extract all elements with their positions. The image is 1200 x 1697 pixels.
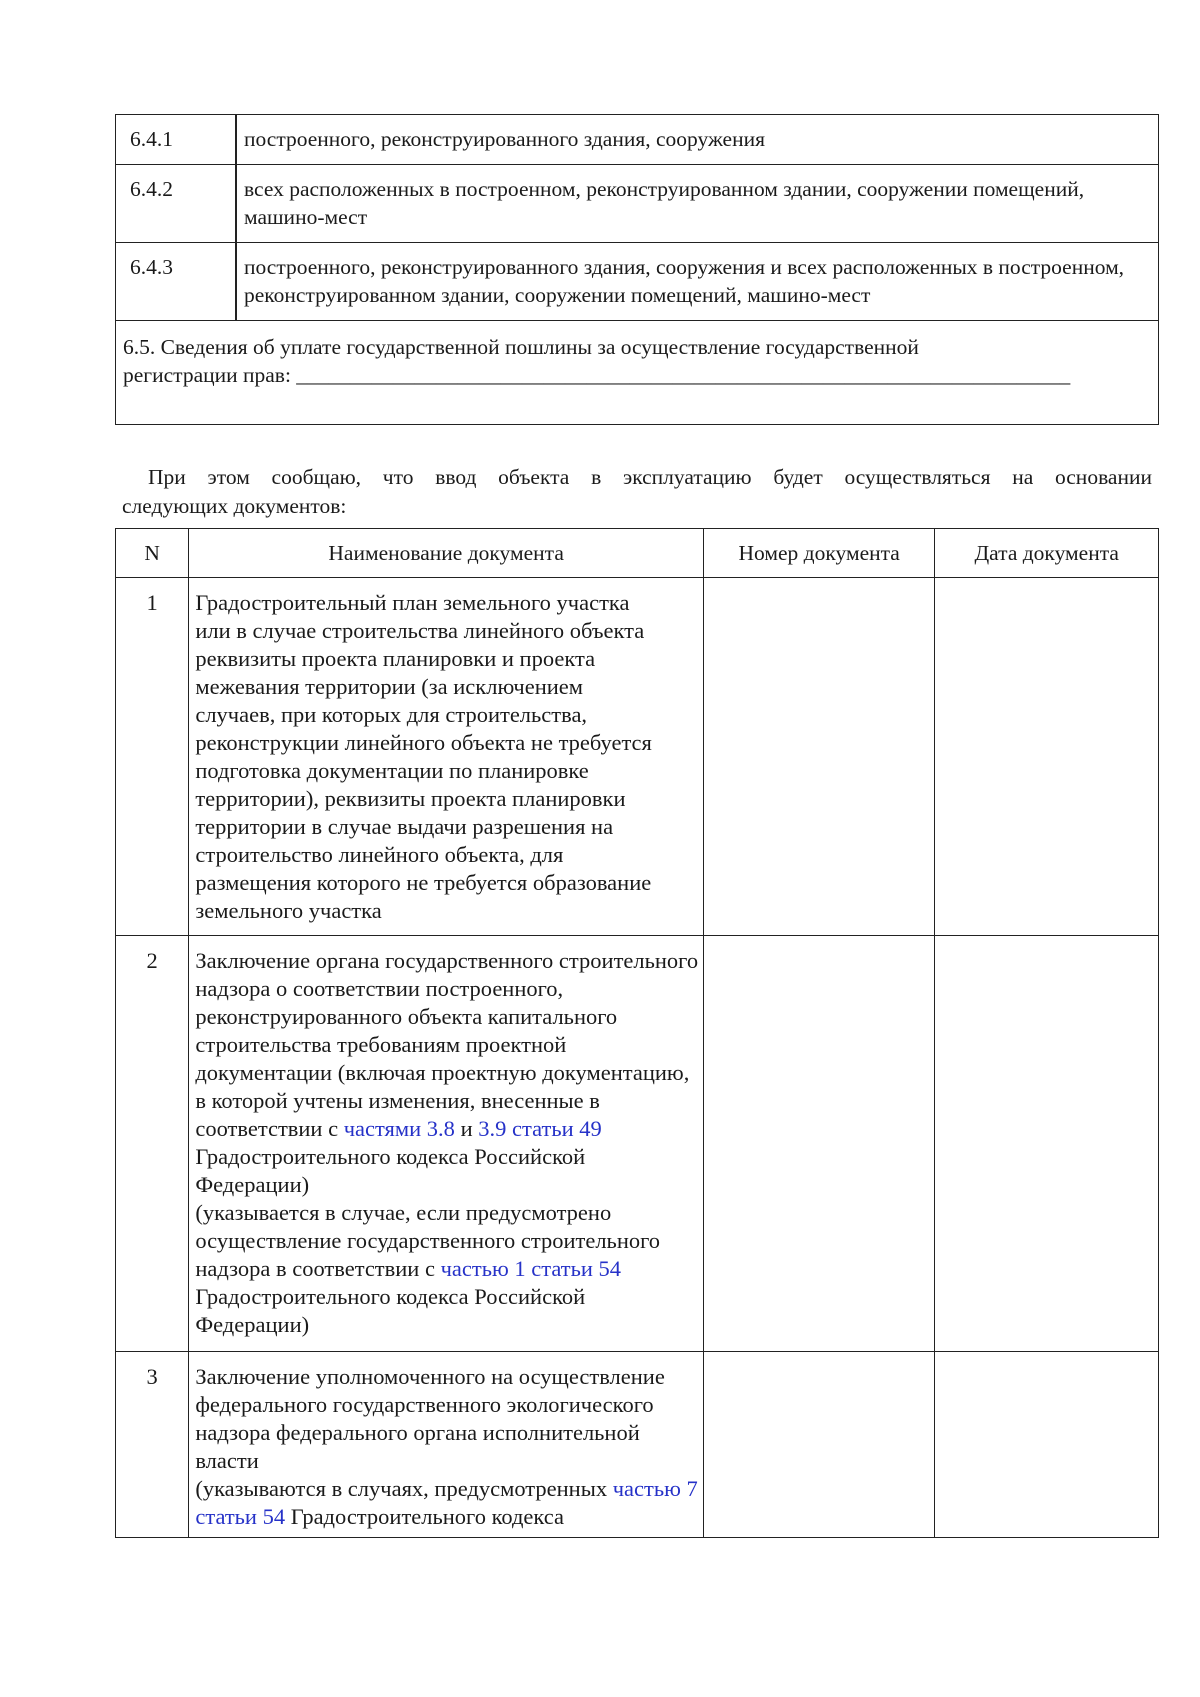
header-date: Дата документа xyxy=(935,529,1159,578)
text-segment: (указываются в случаях, предусмотренных xyxy=(195,1476,613,1501)
text-line: реконструкции линейного объекта не требуется xyxy=(195,730,652,755)
item-text: построенного, реконструированного здания, сооружения и всех расположенных в построенном, реконструированном здании, сооружении помещений, машино-мест xyxy=(237,243,1159,321)
sub-items-table xyxy=(115,114,1159,425)
intro-line-2: следующих документов: xyxy=(122,494,347,518)
table-row xyxy=(116,578,1159,936)
text-block xyxy=(195,1199,699,1339)
text-block xyxy=(195,1475,699,1531)
text-line: территории), реквизиты проекта планировки xyxy=(195,786,626,811)
text-line: или в случае строительства линейного объекта xyxy=(195,618,645,643)
document-name xyxy=(189,936,704,1352)
item-number: 6.4.1 xyxy=(116,115,236,165)
row-number: 2 xyxy=(116,936,189,1352)
table-row xyxy=(116,165,1159,243)
law-link[interactable]: частью 1 статьи 54 xyxy=(440,1256,622,1281)
text-segment: Градостроительного кодекса Российской Федерации) xyxy=(195,1284,586,1337)
document-date-cell[interactable] xyxy=(935,578,1159,936)
text-line: земельного участка xyxy=(195,898,382,923)
law-link[interactable]: 3.9 статьи 49 xyxy=(478,1116,602,1141)
item-number: 6.4.2 xyxy=(116,165,236,243)
table-row xyxy=(116,1352,1159,1538)
intro-paragraph xyxy=(122,463,1152,521)
text-segment: Градостроительного кодекса Российской Федерации) xyxy=(195,1144,586,1197)
text-segment: и xyxy=(454,1116,479,1141)
text-line: размещения которого не требуется образование xyxy=(195,870,652,895)
table-row xyxy=(116,115,1159,165)
document-name xyxy=(189,1352,704,1538)
item-text: всех расположенных в построенном, реконструированном здании, сооружении помещений, машино-мест xyxy=(237,165,1159,243)
table-row xyxy=(116,936,1159,1352)
document-date-cell[interactable] xyxy=(935,936,1159,1352)
text-line: строительство линейного объекта, для xyxy=(195,842,564,867)
document-number-cell[interactable] xyxy=(703,578,934,936)
text-segment: Заключение органа государственного строительного надзора о соответствии построенного, реконструированного объекта капитального строительства требованиям проектной документации (включая проектную документацию, в которой учтены изменения, внесенные в соответствии с xyxy=(195,948,699,1141)
document-number-cell[interactable] xyxy=(703,936,934,1352)
table-row xyxy=(116,243,1159,321)
document-number-cell[interactable] xyxy=(703,1352,934,1538)
text-line: межевания территории (за исключением xyxy=(195,674,584,699)
document-date-cell[interactable] xyxy=(935,1352,1159,1538)
header-number: Номер документа xyxy=(703,529,934,578)
item-text: построенного, реконструированного здания, сооружения xyxy=(237,115,1159,165)
fee-section xyxy=(116,321,1159,425)
row-number: 1 xyxy=(116,578,189,936)
text-segment: Заключение уполномоченного на осуществление федерального государственного экологического надзора федерального органа исполнительной власти xyxy=(195,1364,665,1473)
text-line: реквизиты проекта планировки и проекта xyxy=(195,646,596,671)
law-link[interactable]: частями 3.8 xyxy=(343,1116,455,1141)
item-number: 6.4.3 xyxy=(116,243,236,321)
law-link[interactable]: частью 7 статьи 54 xyxy=(195,1476,698,1529)
documents-table xyxy=(115,528,1159,1538)
table-header-row xyxy=(116,529,1159,578)
row-number: 3 xyxy=(116,1352,189,1538)
text-segment: Градостроительного кодекса xyxy=(285,1504,565,1529)
intro-line-1: При этом сообщаю, что ввод объекта в эксплуатацию будет осуществляться на основании xyxy=(148,465,1152,489)
text-line: территории в случае выдачи разрешения на xyxy=(195,814,614,839)
text-segment: (указывается в случае, если предусмотрено осуществление государственного строительного надзора в соответствии с xyxy=(195,1200,661,1281)
table-row xyxy=(116,321,1159,425)
document-name xyxy=(189,578,704,936)
header-n: N xyxy=(116,529,189,578)
fee-line-2[interactable]: регистрации прав: ________________________________________________________________________ xyxy=(123,363,1071,387)
text-line: Градостроительный план земельного участка xyxy=(195,590,630,615)
fee-line-1: 6.5. Сведения об уплате государственной пошлины за осуществление государственной xyxy=(123,335,919,359)
text-line: подготовка документации по планировке xyxy=(195,758,589,783)
header-name: Наименование документа xyxy=(189,529,704,578)
text-line: случаев, при которых для строительства, xyxy=(195,702,588,727)
